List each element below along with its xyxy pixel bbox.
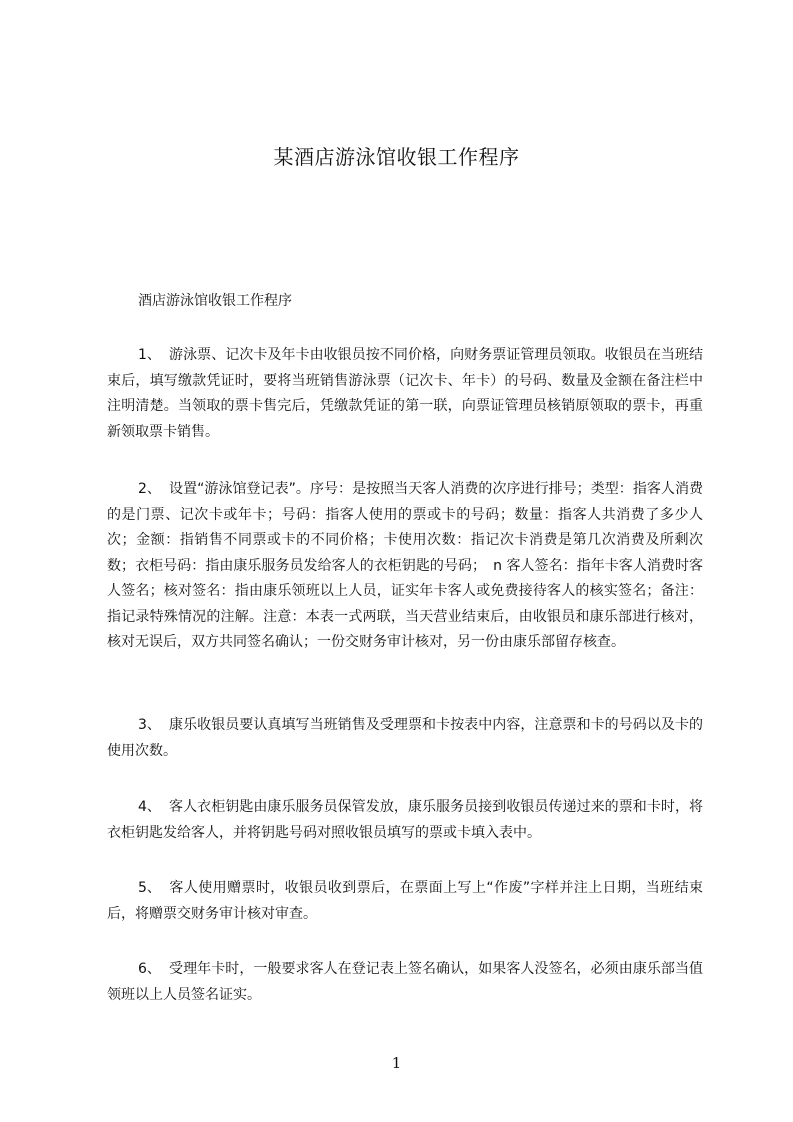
paragraph-4: [107, 795, 703, 846]
paragraph-3-number: 3、: [138, 717, 161, 733]
paragraph-1-text: 游泳票、记次卡及年卡由收银员按不同价格，向财务票证管理员领取。收银员在当班结束后，填写缴款凭证时，要将当班销售游泳票（记次卡、年卡）的号码、数量及金额在备注栏中注明清楚。当领取的票卡售完后，凭缴款凭证的第一联，向票证管理员核销原领取的票卡，再重新领取票卡销售。: [107, 347, 703, 440]
page-number: 1: [391, 1054, 402, 1072]
paragraph-4-number: 4、: [138, 799, 161, 815]
paragraph-6-text: 受理年卡时，一般要求客人在登记表上签名确认，如果客人没签名，必须由康乐部当值领班以上人员签名证实。: [107, 961, 703, 1003]
paragraph-4-text: 客人衣柜钥匙由康乐服务员保管发放，康乐服务员接到收银员传递过来的票和卡时，将衣柜钥匙发给客人，并将钥匙号码对照收银员填写的票或卡填入表中。: [107, 799, 703, 841]
paragraph-6-number: 6、: [138, 961, 161, 977]
paragraph-2: [107, 477, 703, 656]
paragraph-3-text: 康乐收银员要认真填写当班销售及受理票和卡按表中内容，注意票和卡的号码以及卡的使用次数。: [107, 717, 703, 759]
paragraph-1: [107, 343, 703, 445]
paragraph-3: [107, 713, 703, 764]
paragraph-5-text: 客人使用赠票时，收银员收到票后，在票面上写上“作废”字样并注上日期，当班结束后，将赠票交财务审计核对审查。: [107, 880, 703, 922]
paragraph-2-text: 设置“游泳馆登记表”。序号：是按照当天客人消费的次序进行排号；类型：指客人消费的是门票、记次卡或年卡；号码：指客人使用的票或卡的号码；数量：指客人共消费了多少人次；金额：指销售不同票或卡的不同价格；卡使用次数：指记次卡消费是第几次消费及所剩次数；衣柜号码：指由康乐服务员发给客人的衣柜钥匙的号码； n 客人签名：指年卡客人消费时客人签名；核对签名：指由康乐领班以上人员，证实年卡客人或免费接待客人的核实签名；备注：指记录特殊情况的注解。注意：本表一式两联，当天营业结束后，由收银员和康乐部进行核对，核对无误后，双方共同签名确认；一份交财务审计核对，另一份由康乐部留存核查。: [107, 481, 703, 650]
document-title: 某酒店游泳馆收银工作程序: [273, 145, 520, 169]
paragraph-5-number: 5、: [138, 880, 161, 896]
paragraph-6: [107, 957, 703, 1008]
document-subtitle: 酒店游泳馆收银工作程序: [138, 293, 292, 309]
paragraph-1-number: 1、: [138, 347, 161, 363]
paragraph-2-number: 2、: [138, 481, 161, 497]
paragraph-5: [107, 876, 703, 927]
